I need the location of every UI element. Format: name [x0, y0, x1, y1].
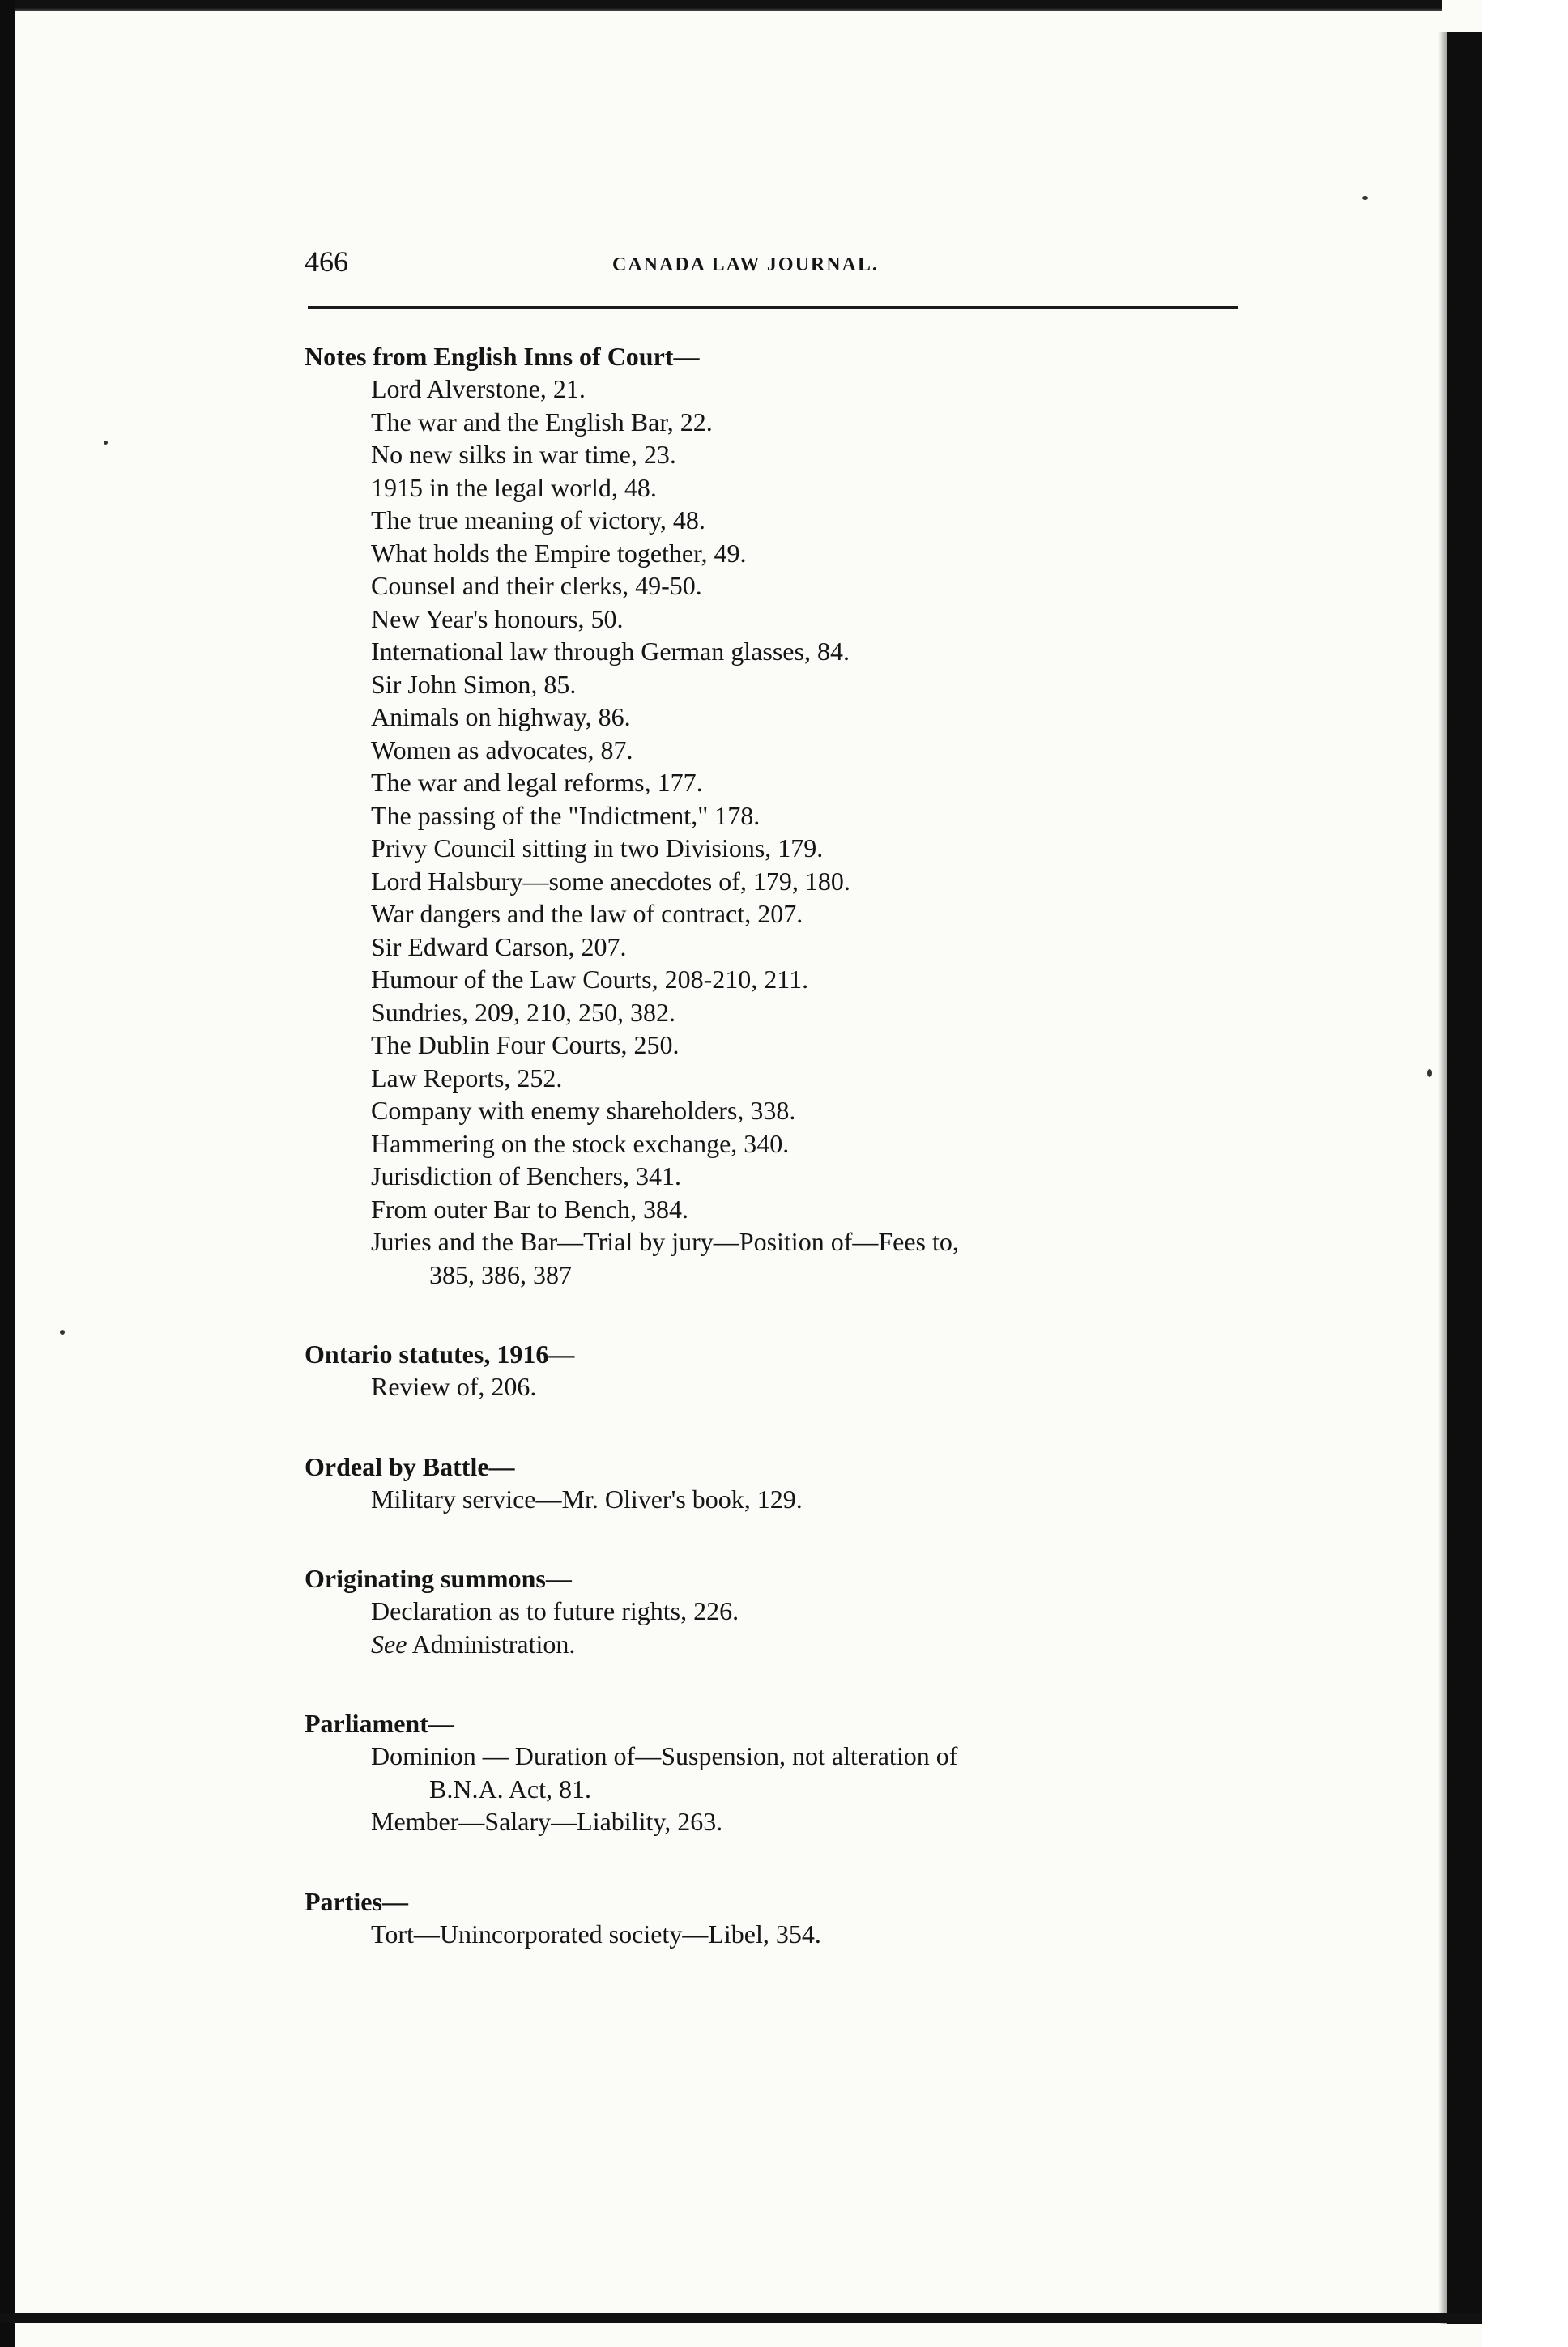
index-entry — [305, 1450, 1244, 1516]
index-body — [305, 340, 1244, 1997]
entry-heading: Ontario statutes, 1916— — [305, 1340, 575, 1369]
entry-item-continuation: 385, 386, 387 — [429, 1259, 572, 1289]
index-entry — [305, 1338, 1244, 1404]
scan-border-top — [0, 0, 1442, 11]
entry-item: Review of, 206. — [371, 1372, 537, 1401]
entry-item: Counsel and their clerks, 49-50. — [371, 571, 702, 600]
entry-item: Military service—Mr. Oliver's book, 129. — [371, 1484, 803, 1514]
entry-item: International law through German glasses, 84. — [371, 637, 850, 666]
entry-item: Humour of the Law Courts, 208-210, 211. — [371, 965, 809, 994]
entry-heading: Parliament— — [305, 1709, 454, 1738]
entry-item: Sir John Simon, 85. — [371, 669, 577, 699]
scan-margin-right — [1482, 0, 1568, 2347]
page-number: 466 — [305, 245, 348, 278]
scan-speck — [1427, 1069, 1432, 1077]
entry-heading: Originating summons— — [305, 1564, 572, 1593]
entry-item: Member—Salary—Liability, 263. — [371, 1807, 723, 1836]
entry-item: Lord Alverstone, 21. — [371, 374, 586, 403]
entry-item: Company with enemy shareholders, 338. — [371, 1096, 796, 1125]
entry-item: What holds the Empire together, 49. — [371, 538, 747, 568]
scan-speck — [104, 441, 108, 445]
scan-border-bottom — [0, 2313, 1482, 2323]
entry-heading: Notes from English Inns of Court— — [305, 342, 700, 371]
entry-item: Tort—Unincorporated society—Libel, 354. — [371, 1919, 821, 1949]
running-title: CANADA LAW JOURNAL. — [612, 254, 879, 275]
entry-item: The passing of the "Indictment," 178. — [371, 800, 761, 830]
entry-item: New Year's honours, 50. — [371, 603, 624, 633]
scan-speck — [60, 1330, 65, 1335]
see-label: See — [371, 1629, 407, 1659]
running-head — [305, 245, 1236, 293]
entry-item-wrapped: Juries and the Bar—Trial by jury—Position of—Fees to, — [371, 1227, 959, 1256]
entry-item: 1915 in the legal world, 48. — [371, 472, 657, 502]
scan-border-right-fringe — [1438, 32, 1447, 2324]
entry-item: Lord Halsbury—some anecdotes of, 179, 180. — [371, 866, 850, 896]
entry-item: War dangers and the law of contract, 207. — [371, 899, 803, 928]
entry-item: Animals on highway, 86. — [371, 702, 631, 731]
entry-heading: Parties— — [305, 1886, 408, 1916]
index-entry — [305, 1562, 1244, 1660]
index-entry — [305, 1885, 1244, 1951]
entry-item: Hammering on the stock exchange, 340. — [371, 1128, 790, 1158]
entry-item: Sundries, 209, 210, 250, 382. — [371, 997, 675, 1027]
entry-item: Privy Council sitting in two Divisions, 179. — [371, 833, 824, 863]
entry-item: The Dublin Four Courts, 250. — [371, 1030, 680, 1059]
entry-item: The true meaning of victory, 48. — [371, 505, 705, 535]
entry-item-continuation: B.N.A. Act, 81. — [429, 1774, 591, 1804]
entry-heading: Ordeal by Battle— — [305, 1451, 515, 1481]
entry-item: No new silks in war time, 23. — [371, 440, 676, 469]
entry-item: The war and legal reforms, 177. — [371, 768, 703, 797]
scan-speck — [1362, 196, 1368, 200]
scan-border-right — [1447, 32, 1482, 2324]
header-rule — [308, 306, 1238, 309]
entry-item: Women as advocates, 87. — [371, 735, 633, 765]
index-entry — [305, 340, 1244, 1291]
entry-item: From outer Bar to Bench, 384. — [371, 1194, 688, 1224]
entry-item: Sir Edward Carson, 207. — [371, 931, 627, 961]
entry-item-wrapped: Dominion — Duration of—Suspension, not alteration of — [371, 1741, 958, 1770]
entry-item: The war and the English Bar, 22. — [371, 407, 713, 437]
see-target: Administration. — [411, 1629, 576, 1659]
entry-item: Jurisdiction of Benchers, 341. — [371, 1161, 682, 1191]
entry-item: Declaration as to future rights, 226. — [371, 1596, 739, 1625]
entry-see-item — [305, 1628, 1244, 1661]
entry-item: Law Reports, 252. — [371, 1063, 563, 1093]
scan-border-left — [0, 0, 15, 2347]
index-entry — [305, 1707, 1244, 1838]
